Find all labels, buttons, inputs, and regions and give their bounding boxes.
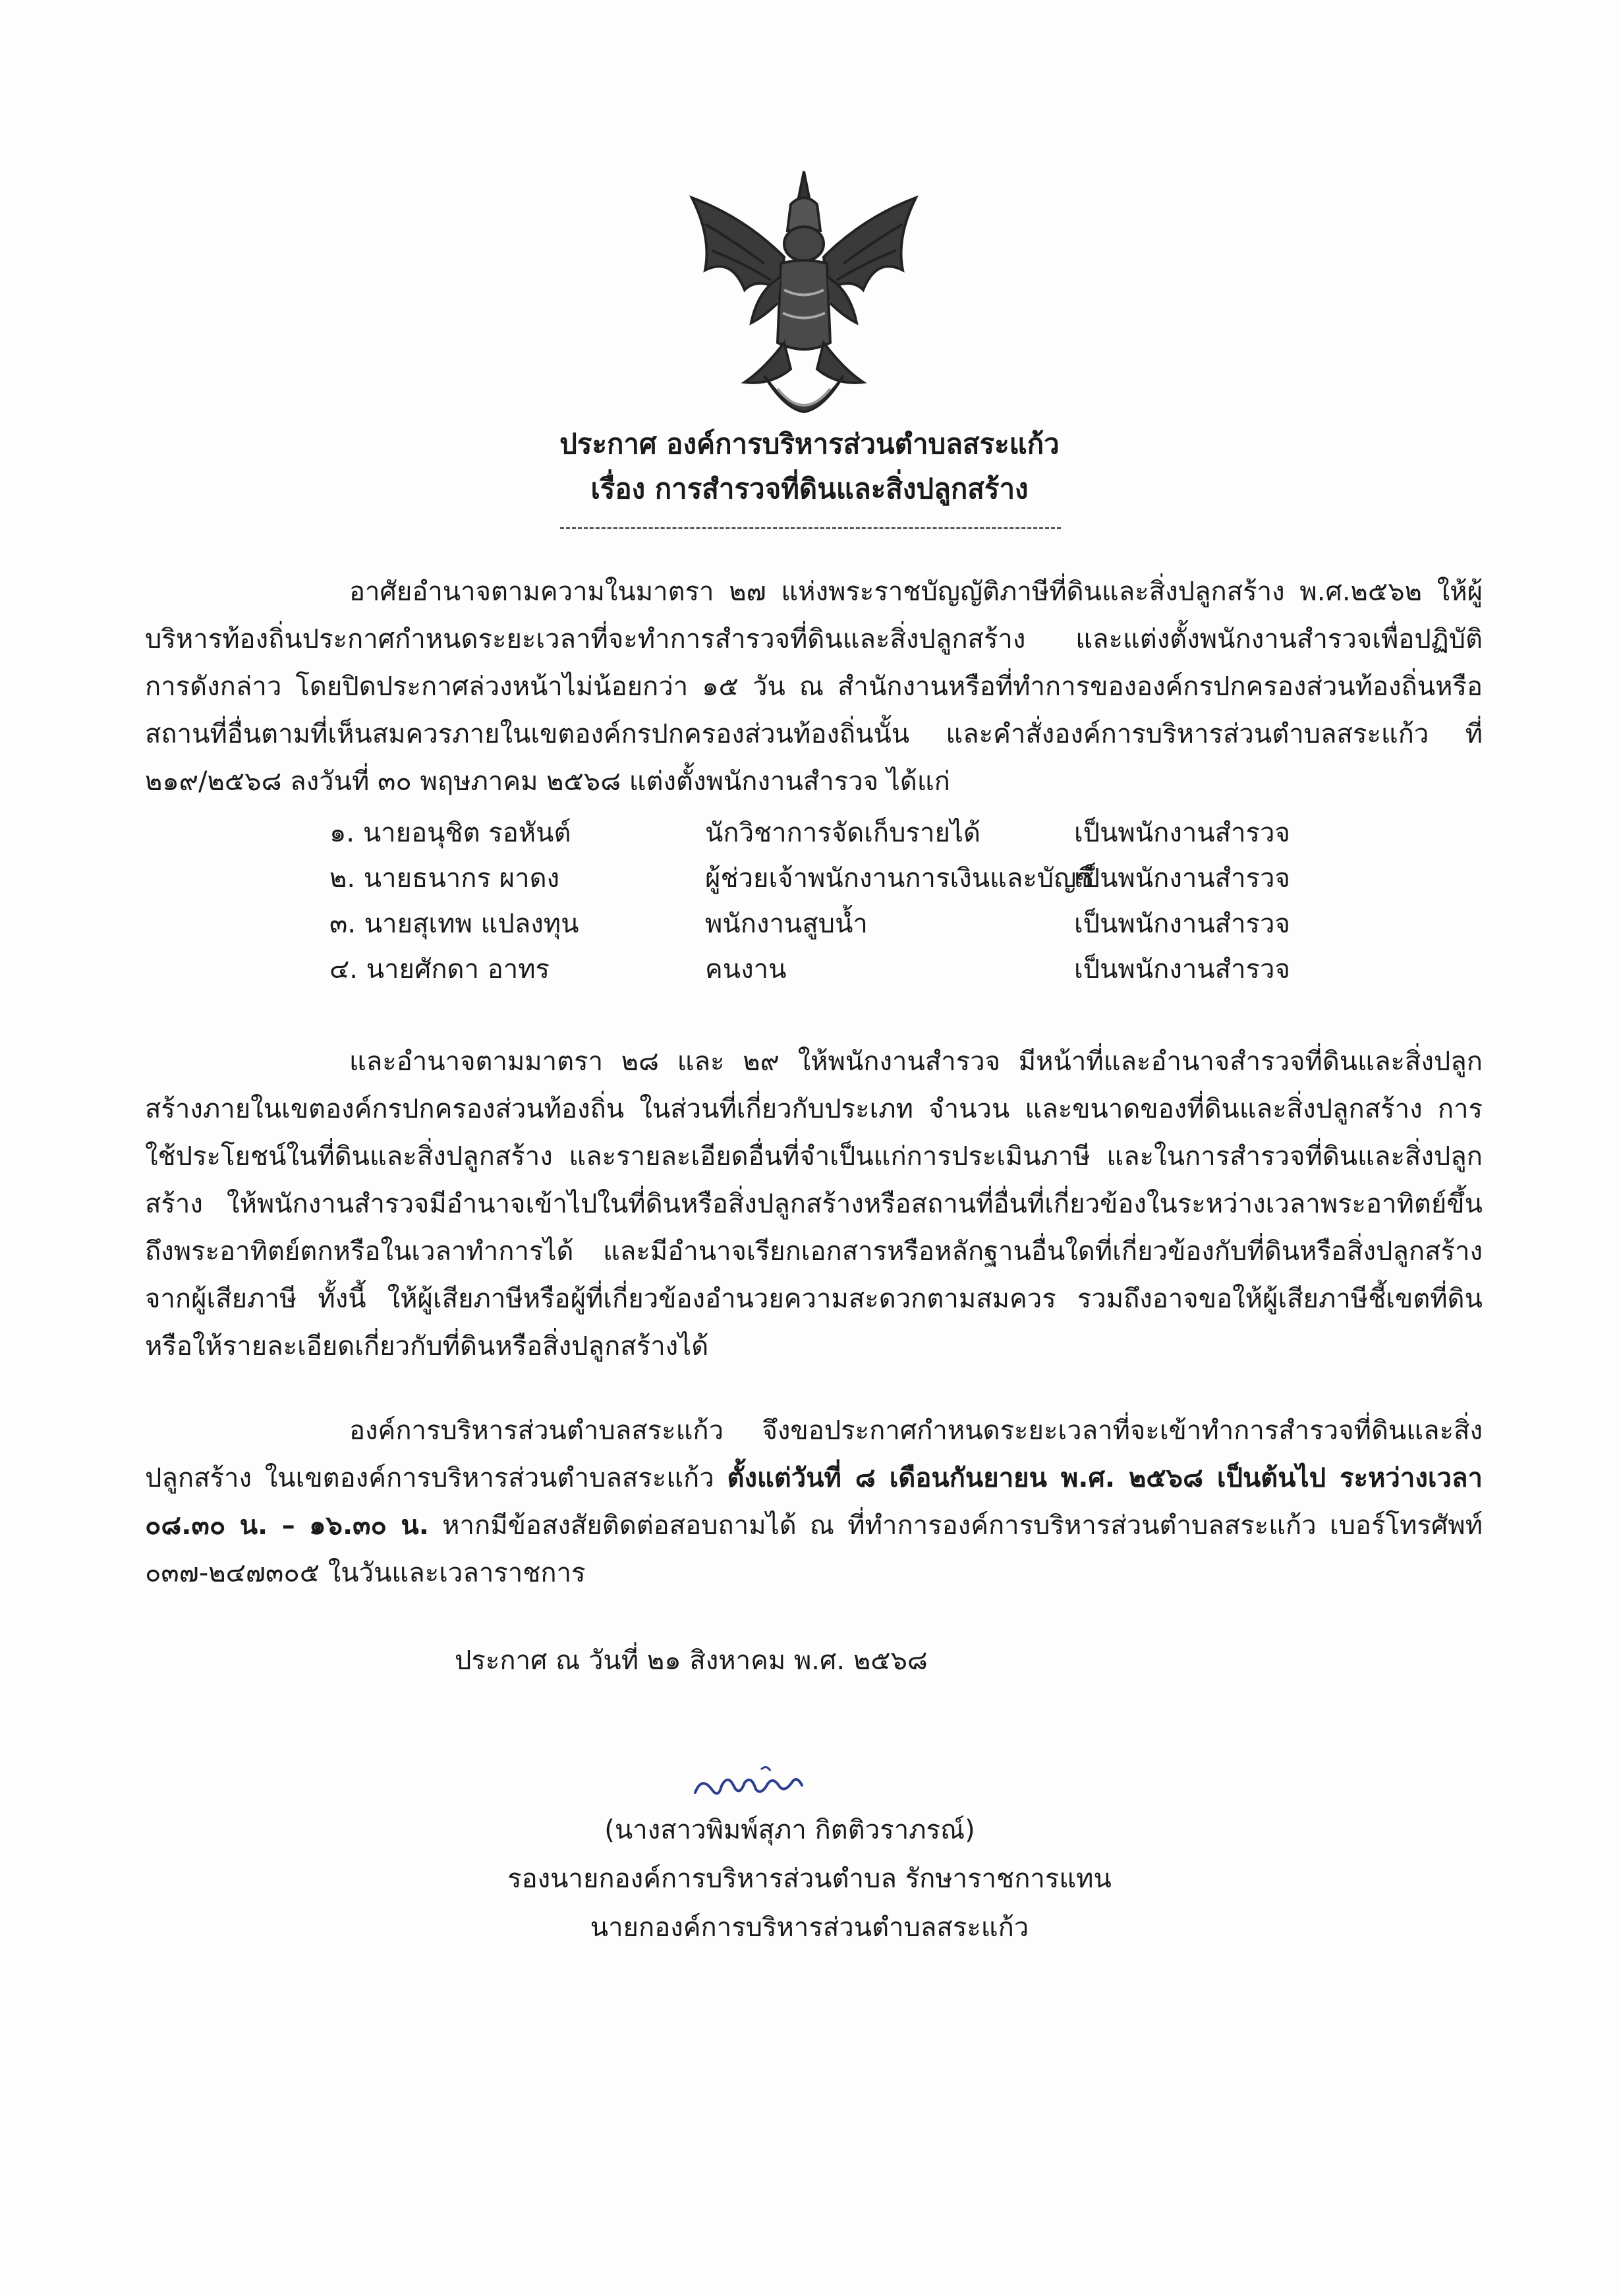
surveyor-position: พนักงานสูบน้ำ — [705, 909, 868, 939]
survey-period: ตั้งแต่วันที่ ๘ เดือนกันยายน พ.ศ. ๒๕๖๘ เป็นต้นไป ระหว่างเวลา ๐๘.๓๐ น. – ๑๖.๓๐ น. — [145, 1463, 1483, 1541]
garuda-emblem-icon — [666, 158, 942, 448]
title-line-2: เรื่อง การสำรวจที่ดินและสิ่งปลูกสร้าง — [590, 473, 1029, 505]
list-item — [329, 856, 1483, 902]
surveyor-position: คนงาน — [705, 954, 787, 985]
surveyor-name: ๓. นายสุเทพ แปลงทุน — [329, 909, 579, 939]
signer-name: (นางสาวพิมพ์สุภา กิตติวราภรณ์) — [604, 1815, 975, 1845]
title-line-1: ประกาศ องค์การบริหารส่วนตำบลสระแก้ว — [559, 428, 1060, 460]
title-separator — [560, 527, 1061, 529]
surveyor-list — [329, 811, 1483, 992]
paragraph-authority — [145, 568, 1483, 805]
surveyor-name: ๔. นายศักดา อาทร — [329, 954, 550, 985]
surveyor-role: เป็นพนักงานสำรวจ — [1074, 818, 1290, 848]
signer-title-2: นายกองค์การบริหารส่วนตำบลสระแก้ว — [590, 1912, 1029, 1943]
list-item — [329, 811, 1483, 856]
announce-date: ประกาศ ณ วันที่ ๒๑ สิงหาคม พ.ศ. ๒๕๖๘ — [455, 1646, 928, 1676]
surveyor-role: เป็นพนักงานสำรวจ — [1074, 909, 1290, 939]
surveyor-position: ผู้ช่วยเจ้าพนักงานการเงินและบัญชี — [705, 863, 1094, 894]
list-item — [329, 902, 1483, 947]
paragraph-1-text: อาศัยอำนาจตามความในมาตรา ๒๗ แห่งพระราชบัญญัติภาษีที่ดินและสิ่งปลูกสร้าง พ.ศ.๒๕๖๒ ให้ผู้บริหารท้องถิ่นประกาศกำหนดระยะเวลาที่จะทำการสำรวจที่ดินและสิ่งปลูกสร้าง และแต่งตั้งพนักงานสำรวจเพื่อปฏิบัติการดังกล่าว โดยปิดประกาศล่วงหน้าไม่น้อยกว่า ๑๕ วัน ณ สำนักงานหรือที่ทำการขององค์กรปกครองส่วนท้องถิ่นหรือสถานที่อื่นตามที่เห็นสมควรภายในเขตองค์กรปกครองส่วนท้องถิ่นนั้น และคำสั่งองค์การบริหารส่วนตำบลสระแก้ว ที่ ๒๑๙/๒๕๖๘ ลงวันที่ ๓๐ พฤษภาคม ๒๕๖๘ แต่งตั้งพนักงานสำรวจ ได้แก่ — [145, 577, 1483, 797]
surveyor-name: ๒. นายธนากร ผาดง — [329, 863, 560, 894]
paragraph-2-text: และอำนาจตามมาตรา ๒๘ และ ๒๙ ให้พนักงานสำรวจ มีหน้าที่และอำนาจสำรวจที่ดินและสิ่งปลูกสร้างภายในเขตองค์กรปกครองส่วนท้องถิ่น ในส่วนที่เกี่ยวกับประเภท จำนวน และขนาดของที่ดินและสิ่งปลูกสร้าง การใช้ประโยชน์ในที่ดินและสิ่งปลูกสร้าง และรายละเอียดอื่นที่จำเป็นแก่การประเมินภาษี และในการสำรวจที่ดินและสิ่งปลูกสร้าง ให้พนักงานสำรวจมีอำนาจเข้าไปในที่ดินหรือสิ่งปลูกสร้างหรือสถานที่อื่นที่เกี่ยวข้องในระหว่างเวลาพระอาทิตย์ขึ้นถึงพระอาทิตย์ตกหรือในเวลาทำการได้ และมีอำนาจเรียกเอกสารหรือหลักฐานอื่นใดที่เกี่ยวข้องกับที่ดินหรือสิ่งปลูกสร้างจากผู้เสียภาษี ทั้งนี้ ให้ผู้เสียภาษีหรือผู้ที่เกี่ยวข้องอำนวยความสะดวกตามสมควร รวมถึงอาจขอให้ผู้เสียภาษีชี้เขตที่ดินหรือให้รายละเอียดเกี่ยวกับที่ดินหรือสิ่งปลูกสร้างได้ — [145, 1047, 1483, 1362]
paragraph-3-text-b: หากมีข้อสงสัยติดต่อสอบถามได้ ณ ที่ทำการองค์การบริหารส่วนตำบลสระแก้ว เบอร์โทรศัพท์ ๐๓๗-๒๔๗๓๐๕ ในวันและเวลาราชการ — [145, 1510, 1483, 1588]
surveyor-name: ๑. นายอนุชิต รอหันต์ — [329, 818, 571, 848]
list-item — [329, 947, 1483, 992]
surveyor-role: เป็นพนักงานสำรวจ — [1074, 863, 1290, 894]
surveyor-role: เป็นพนักงานสำรวจ — [1074, 954, 1290, 985]
signature-block — [0, 1806, 1619, 1952]
paragraph-duties — [145, 1038, 1483, 1370]
document-title — [0, 422, 1619, 511]
signer-title-1: รองนายกองค์การบริหารส่วนตำบล รักษาราชการแทน — [507, 1864, 1112, 1894]
paragraph-schedule — [145, 1407, 1483, 1597]
paragraph-3-text-a: องค์การบริหารส่วนตำบลสระแก้ว จึงขอประกาศกำหนดระยะเวลาที่จะเข้าทำการสำรวจที่ดินและสิ่งปลูกสร้าง ในเขตองค์การบริหารส่วนตำบลสระแก้ว — [145, 1416, 1483, 1493]
surveyor-position: นักวิชาการจัดเก็บรายได้ — [705, 818, 980, 848]
